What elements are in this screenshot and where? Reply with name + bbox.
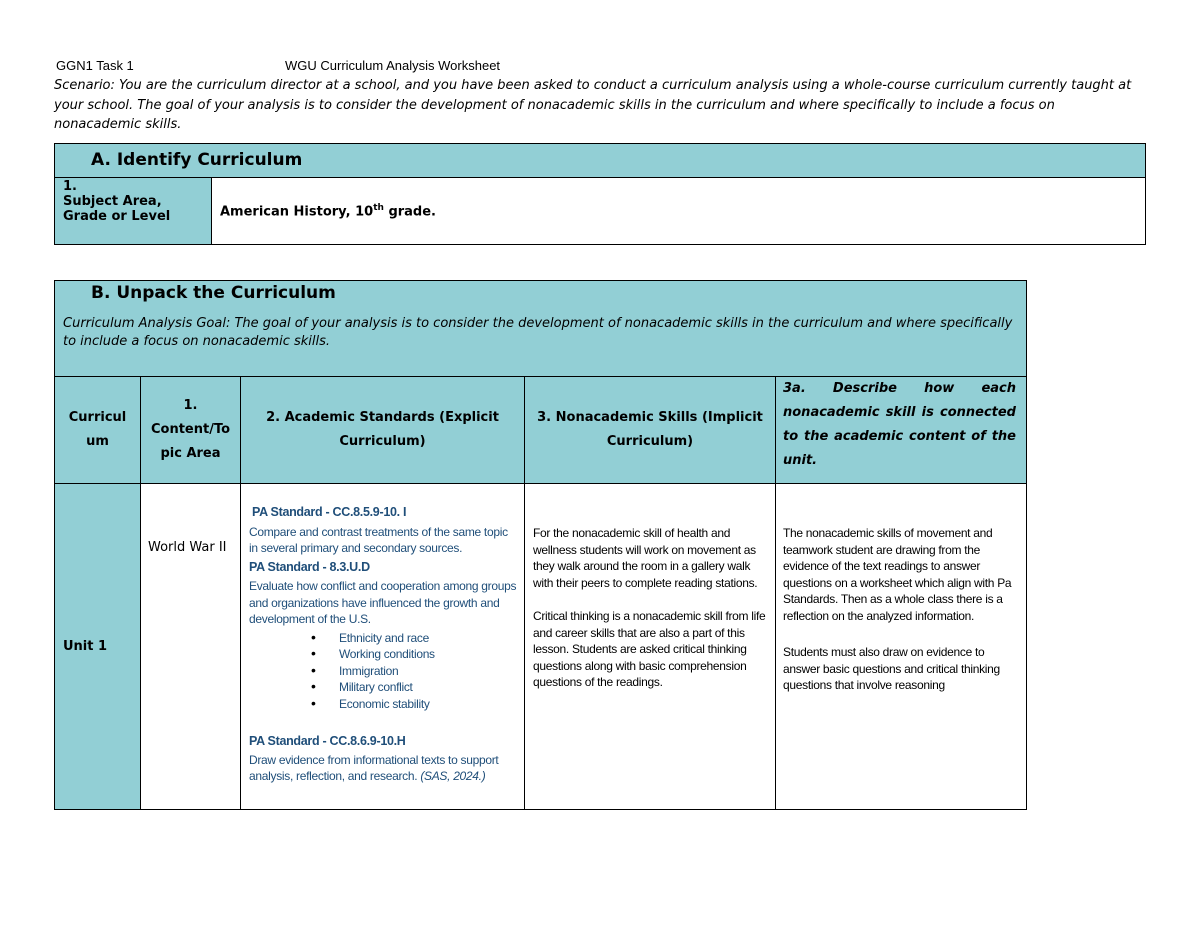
unpack-curriculum-table [54,280,1027,810]
subject-label-cell [55,178,212,245]
describe-paragraph-2: Students must also draw on evidence to answer basic questions and critical thinking questions that involve reasoning [783,645,1000,692]
unit-label-cell [55,484,141,810]
scenario-text: Scenario: You are the curriculum director at a school, and you have been asked to conduct a curriculum analysis using a whole-course curriculum currently taught at your school. The goal of your analysis is to consider the development of nonacademic skills in the curriculum and where specifically to include a focus on nonacademic skills. [54,78,1132,132]
bullet-item: • Military conflict [339,679,518,696]
col-header-nonacademic-skills: 3. Nonacademic Skills (Implicit Curriculum) [525,377,776,484]
topic-cell [141,484,241,810]
standard-3-title: PA Standard - CC.8.6.9-10.H [249,734,406,748]
standard-1-title: PA Standard - CC.8.5.9-10. I [252,505,407,519]
col-header-content-area: 1. Content/To pic Area [141,377,241,484]
bullet-item: • Working conditions [339,646,518,663]
describe-cell [776,484,1027,810]
standard-2-title: PA Standard - 8.3.U.D [249,559,370,574]
section-b-title: B. Unpack the Curriculum [91,283,336,303]
standard-1-text: Compare and contrast treatments of the same topic in several primary and secondary sources. [249,524,508,555]
subject-label: Subject Area, Grade or Level [63,194,171,224]
subject-value-cell [212,178,1146,245]
standard-2-bullets [249,630,518,713]
task-label: GGN1 Task 1 [56,58,134,73]
col-header-curriculum: Curricul um [55,377,141,484]
nonacademic-paragraph-1: For the nonacademic skill of health and wellness students will work on movement as they walk around the room in a gallery walk with their peers to complete reading stations. [533,526,758,590]
describe-paragraph-1: The nonacademic skills of movement and teamwork student are drawing from the evidence of the text readings to answer questions on a worksheet which align with Pa Standards. Then as a whole class there is a reflection on the analyzed information. [783,526,1012,623]
subject-label-number: 1. [63,179,77,194]
section-a-header [55,144,1146,178]
standard-3-text: Draw evidence from informational texts to support analysis, reflection, and research. (SAS, 2024.) [249,752,499,783]
citation: (SAS, 2024.) [420,769,486,783]
section-a-title: A. Identify Curriculum [91,150,303,170]
academic-standards-cell [241,484,525,810]
analysis-goal: Curriculum Analysis Goal: The goal of your analysis is to consider the development of nonacademic skills in the curriculum and where specifically to include a focus on nonacademic skills. [63,316,1013,349]
bullet-item: • Immigration [339,663,518,680]
unit-label: Unit 1 [63,639,108,654]
bullet-item: • Ethnicity and race [339,630,518,647]
nonacademic-paragraph-2: Critical thinking is a nonacademic skill from life and career skills that are also a part of this lesson. Students are asked critical thinking questions along with basic comprehension questions of the readings. [533,609,766,689]
col-header-academic-standards: 2. Academic Standards (Explicit Curriculum) [241,377,525,484]
subject-value: American History, 10th grade. [220,203,436,220]
worksheet-title: WGU Curriculum Analysis Worksheet [285,58,501,73]
nonacademic-skills-cell [525,484,776,810]
topic-text: World War II [148,540,227,555]
col-header-describe: 3a. Describe how each nonacademic skill is connected to the academic content of the unit. [776,377,1027,484]
bullet-item: • Economic stability [339,696,518,713]
section-b-header [55,281,1027,377]
identify-curriculum-table [54,143,1146,245]
standard-2-text: Evaluate how conflict and cooperation among groups and organizations have influenced the growth and development of the U.S. [249,579,517,626]
